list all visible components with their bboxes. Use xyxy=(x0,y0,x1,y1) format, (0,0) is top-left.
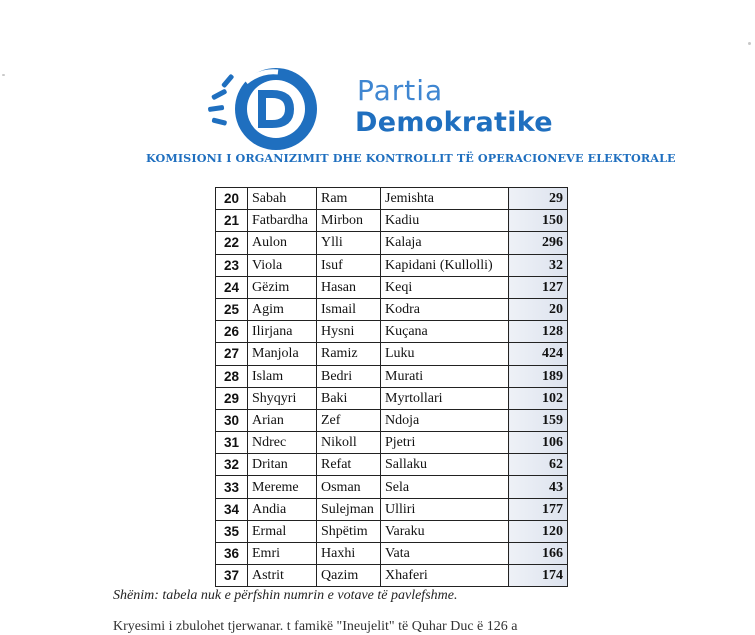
last-name: Jemishta xyxy=(381,188,509,210)
pd-logo-icon xyxy=(206,62,326,152)
father-name: Ismail xyxy=(317,298,381,320)
last-name: Pjetri xyxy=(381,432,509,454)
vote-count: 127 xyxy=(509,276,568,298)
table-row xyxy=(216,210,568,232)
father-name: Hasan xyxy=(317,276,381,298)
first-name: Andia xyxy=(248,498,317,520)
row-number: 25 xyxy=(216,298,248,320)
father-name: Refat xyxy=(317,454,381,476)
vote-count: 189 xyxy=(509,365,568,387)
row-number: 37 xyxy=(216,565,248,587)
last-name: Kapidani (Kullolli) xyxy=(381,254,509,276)
row-number: 23 xyxy=(216,254,248,276)
footnote: Shënim: tabela nuk e përfshin numrin e votave të pavlefshme. xyxy=(113,588,458,603)
vote-count: 150 xyxy=(509,210,568,232)
first-name: Dritan xyxy=(248,454,317,476)
first-name: Mereme xyxy=(248,476,317,498)
first-name: Emri xyxy=(248,543,317,565)
father-name: Bedri xyxy=(317,365,381,387)
father-name: Qazim xyxy=(317,565,381,587)
vote-count: 128 xyxy=(509,321,568,343)
party-name-line2: Demokratike xyxy=(355,107,553,138)
table-row xyxy=(216,520,568,542)
row-number: 21 xyxy=(216,210,248,232)
row-number: 30 xyxy=(216,409,248,431)
father-name: Osman xyxy=(317,476,381,498)
vote-count: 174 xyxy=(509,565,568,587)
first-name: Astrit xyxy=(248,565,317,587)
first-name: Shyqyri xyxy=(248,387,317,409)
first-name: Aulon xyxy=(248,232,317,254)
scan-speck xyxy=(2,74,5,76)
scan-speck xyxy=(748,42,751,45)
row-number: 22 xyxy=(216,232,248,254)
row-number: 24 xyxy=(216,276,248,298)
row-number: 36 xyxy=(216,543,248,565)
vote-count: 166 xyxy=(509,543,568,565)
table-row xyxy=(216,232,568,254)
table-row xyxy=(216,254,568,276)
vote-count: 159 xyxy=(509,409,568,431)
first-name: Ndrec xyxy=(248,432,317,454)
table-row xyxy=(216,409,568,431)
candidate-votes-table xyxy=(215,187,568,587)
last-name: Kalaja xyxy=(381,232,509,254)
table-row xyxy=(216,276,568,298)
vote-count: 43 xyxy=(509,476,568,498)
table-row xyxy=(216,565,568,587)
last-name: Xhaferi xyxy=(381,565,509,587)
vote-count: 29 xyxy=(509,188,568,210)
first-name: Ilirjana xyxy=(248,321,317,343)
vote-count: 177 xyxy=(509,498,568,520)
father-name: Ylli xyxy=(317,232,381,254)
table-row xyxy=(216,188,568,210)
table-row xyxy=(216,543,568,565)
table-row xyxy=(216,387,568,409)
last-name: Keqi xyxy=(381,276,509,298)
last-name: Varaku xyxy=(381,520,509,542)
last-name: Sallaku xyxy=(381,454,509,476)
row-number: 35 xyxy=(216,520,248,542)
row-number: 33 xyxy=(216,476,248,498)
row-number: 32 xyxy=(216,454,248,476)
father-name: Ram xyxy=(317,188,381,210)
row-number: 31 xyxy=(216,432,248,454)
row-number: 26 xyxy=(216,321,248,343)
father-name: Mirbon xyxy=(317,210,381,232)
last-name: Luku xyxy=(381,343,509,365)
father-name: Haxhi xyxy=(317,543,381,565)
vote-count: 424 xyxy=(509,343,568,365)
last-name: Sela xyxy=(381,476,509,498)
table-row xyxy=(216,321,568,343)
table-row xyxy=(216,365,568,387)
last-name: Kuçana xyxy=(381,321,509,343)
vote-count: 106 xyxy=(509,432,568,454)
last-name: Kodra xyxy=(381,298,509,320)
last-name: Murati xyxy=(381,365,509,387)
table-row xyxy=(216,298,568,320)
table-row xyxy=(216,343,568,365)
last-name: Kadiu xyxy=(381,210,509,232)
row-number: 27 xyxy=(216,343,248,365)
father-name: Shpëtim xyxy=(317,520,381,542)
first-name: Fatbardha xyxy=(248,210,317,232)
row-number: 34 xyxy=(216,498,248,520)
first-name: Agim xyxy=(248,298,317,320)
last-name: Myrtollari xyxy=(381,387,509,409)
father-name: Ramiz xyxy=(317,343,381,365)
row-number: 28 xyxy=(216,365,248,387)
first-name: Viola xyxy=(248,254,317,276)
vote-count: 20 xyxy=(509,298,568,320)
first-name: Ermal xyxy=(248,520,317,542)
first-name: Arian xyxy=(248,409,317,431)
father-name: Baki xyxy=(317,387,381,409)
vote-count: 120 xyxy=(509,520,568,542)
first-name: Gëzim xyxy=(248,276,317,298)
vote-count: 102 xyxy=(509,387,568,409)
vote-count: 32 xyxy=(509,254,568,276)
table-row xyxy=(216,432,568,454)
last-name: Vata xyxy=(381,543,509,565)
last-name: Ulliri xyxy=(381,498,509,520)
party-name-line1: Partia xyxy=(357,74,444,107)
vote-count: 62 xyxy=(509,454,568,476)
committee-title: KOMISIONI I ORGANIZIMIT DHE KONTROLLIT TË OPERACIONEVE ELEKTORALE xyxy=(146,151,676,165)
table-row xyxy=(216,498,568,520)
father-name: Zef xyxy=(317,409,381,431)
row-number: 29 xyxy=(216,387,248,409)
row-number: 20 xyxy=(216,188,248,210)
last-name: Ndoja xyxy=(381,409,509,431)
father-name: Isuf xyxy=(317,254,381,276)
table-row xyxy=(216,454,568,476)
first-name: Manjola xyxy=(248,343,317,365)
first-name: Islam xyxy=(248,365,317,387)
father-name: Sulejman xyxy=(317,498,381,520)
vote-count: 296 xyxy=(509,232,568,254)
first-name: Sabah xyxy=(248,188,317,210)
truncated-text-line: Kryesimi i zbulohet tjerwanar. t famikë "Ineujelit" të Quhar Duc ë 126 a xyxy=(113,619,518,634)
father-name: Hysni xyxy=(317,321,381,343)
table-row xyxy=(216,476,568,498)
father-name: Nikoll xyxy=(317,432,381,454)
